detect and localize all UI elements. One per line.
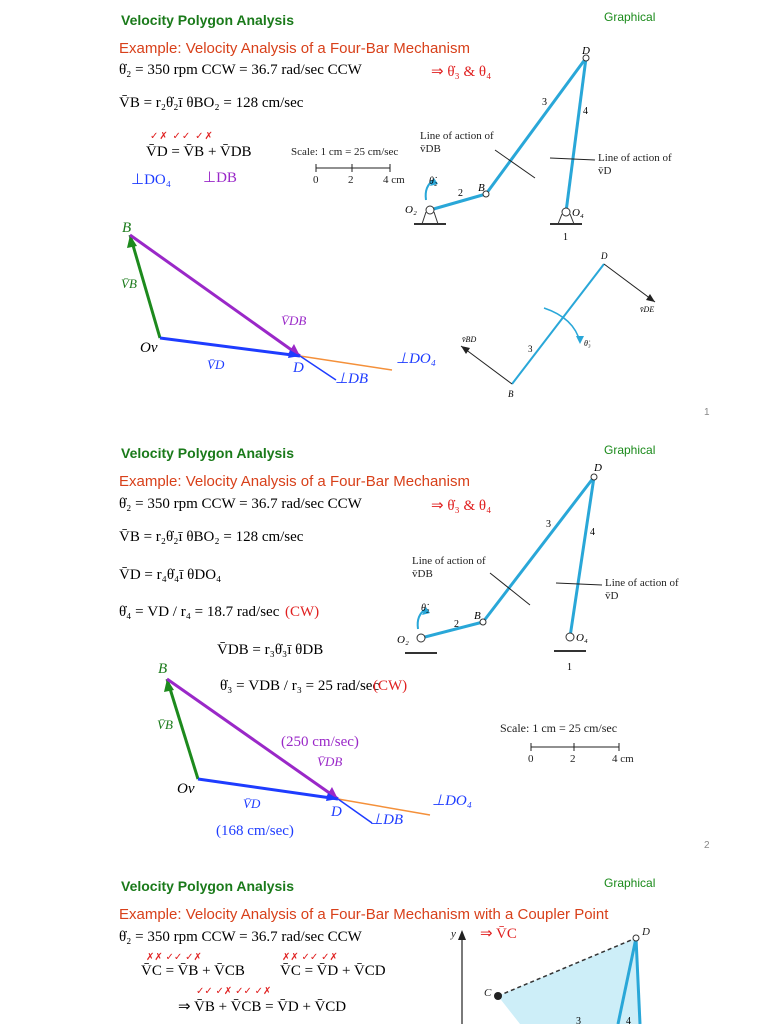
check-marks: ✓✗ ✓✓ ✓✗ — [150, 131, 214, 142]
slide-title: Velocity Polygon Analysis — [121, 445, 294, 461]
svg-text:3: 3 — [546, 519, 551, 530]
point-c — [494, 992, 502, 1000]
equation-theta2: θ̇₂ = 350 rpm CCW = 36.7 rad/sec CCW — [119, 496, 362, 512]
check-marks-c: ✓✓ ✓✗ ✓✓ ✓✗ — [196, 986, 272, 997]
equation-result: ⇒ θ̇₃ & θ₄ — [431, 64, 492, 80]
polygon-label-vb: V̄B — [157, 717, 173, 732]
svg-text:v̄BD: v̄BD — [462, 335, 477, 344]
ground-o4 — [566, 633, 574, 641]
svg-text:2: 2 — [458, 188, 463, 199]
slide-2 — [0, 433, 768, 866]
equation-vc-b: V̄C = V̄B + V̄CB — [141, 963, 245, 979]
polygon-label-vdb: V̄DB — [281, 313, 307, 328]
svg-text:B: B — [474, 610, 481, 622]
svg-text:θ̇₃: θ̇₃ — [584, 339, 591, 348]
equation-theta3: θ̇₃ = VDB / r₃ = 25 rad/sec — [220, 678, 380, 694]
polygon-label-perp-db: ⊥DB — [335, 371, 369, 387]
svg-text:1: 1 — [563, 232, 568, 243]
svg-text:O₄: O₄ — [576, 632, 588, 644]
polygon-label-perp-do4: ⊥DO₄ — [396, 351, 436, 367]
svg-text:θ̇₂: θ̇₂ — [421, 603, 430, 614]
polygon-label-d: D — [293, 360, 304, 376]
ground-o2 — [417, 634, 425, 642]
slide-1 — [0, 0, 768, 433]
polygon-label-b: B — [122, 220, 132, 236]
ground-o2 — [426, 206, 434, 214]
vector-vd — [198, 779, 338, 799]
equation-result: ⇒ V̄C — [480, 926, 517, 942]
polygon-label-vdb-value: (250 cm/sec) — [281, 734, 359, 750]
polygon-label-d: D — [331, 804, 342, 820]
svg-text:B: B — [478, 182, 485, 194]
polygon-label-b: B — [158, 661, 168, 677]
polygon-label-vd: V̄D — [243, 796, 261, 811]
equation-result: ⇒ θ̇₃ & θ₄ — [431, 498, 492, 514]
scale-tick-2: 2 — [348, 174, 354, 186]
slide-tag: Graphical — [604, 10, 656, 24]
scale-tick-2: 2 — [570, 753, 576, 765]
equation-vd: V̄D = r₄θ̇₄ī θDO₄ — [119, 567, 222, 583]
scale-tick-4: 4 cm — [612, 753, 634, 765]
equation-theta2: θ̇₂ = 350 rpm CCW = 36.7 rad/sec CCW — [119, 929, 362, 945]
link-4 — [570, 477, 594, 637]
equation-vb: V̄B = r₂θ̇₂ī θBO₂ = 128 cm/sec — [119, 95, 304, 111]
slide-tag: Graphical — [604, 876, 656, 890]
scale-label: Scale: 1 cm = 25 cm/sec — [291, 146, 399, 158]
svg-text:O₂: O₂ — [405, 204, 417, 216]
equation-vd: V̄D = V̄B + V̄DB — [146, 144, 252, 160]
example-heading: Example: Velocity Analysis of a Four-Bar Mechanism — [119, 473, 470, 490]
polygon-label-vdb: V̄DB — [317, 754, 343, 769]
scale-tick-4: 4 cm — [383, 174, 405, 186]
joint-d — [633, 935, 639, 941]
svg-text:B: B — [508, 389, 514, 399]
polygon-label-vd: V̄D — [207, 357, 225, 372]
check-marks-b: ✗✗ ✓✓ ✓✗ — [282, 952, 338, 963]
equation-vb: V̄B = r₂θ̇₂ī θBO₂ = 128 cm/sec — [119, 529, 304, 545]
link-2 — [421, 622, 483, 638]
scale-tick-0: 0 — [313, 174, 319, 186]
polygon-label-ov: Ov — [140, 340, 158, 356]
perp-db-label: ⊥DB — [203, 170, 237, 186]
example-heading: Example: Velocity Analysis of a Four-Bar Mechanism — [119, 40, 470, 57]
polygon-label-vb: V̄B — [121, 276, 137, 291]
polygon-label-perp-db: ⊥DB — [370, 812, 404, 828]
perp-do4-line — [300, 356, 392, 370]
svg-text:3: 3 — [528, 344, 533, 354]
page-number: 1 — [704, 407, 710, 418]
ground-o4 — [562, 208, 570, 216]
point-c-label: C — [484, 987, 492, 999]
line-of-action-db-label: Line of action of v̄DB — [420, 130, 494, 155]
equation-theta2: θ̇₂ = 350 rpm CCW = 36.7 rad/sec CCW — [119, 62, 362, 78]
scale-label: Scale: 1 cm = 25 cm/sec — [500, 721, 618, 735]
line-of-action-db — [490, 573, 530, 605]
svg-text:O₂: O₂ — [397, 634, 409, 646]
joint-d — [591, 474, 597, 480]
equation-combined: ⇒ V̄B + V̄CB = V̄D + V̄CD — [178, 999, 347, 1015]
velocity-direction-diagram — [461, 251, 655, 399]
vector-vdb — [130, 235, 300, 356]
diagram-canvas — [0, 866, 768, 1024]
perp-do4-label: ⊥DO₄ — [131, 172, 171, 188]
example-heading: Example: Velocity Analysis of a Four-Bar Mechanism with a Coupler Point — [119, 906, 609, 923]
joint-b — [480, 619, 486, 625]
check-marks-a: ✗✗ ✓✓ ✓✗ — [146, 952, 202, 963]
equation-theta3-direction: (CW) — [373, 678, 408, 694]
svg-text:3: 3 — [542, 97, 547, 108]
svg-text:D: D — [582, 45, 590, 57]
svg-text:θ̇₂: θ̇₂ — [429, 176, 438, 187]
equation-theta4: θ̇₄ = VD / r₄ = 18.7 rad/sec — [119, 604, 280, 620]
equation-theta4-direction: (CW) — [285, 604, 320, 620]
scale-tick-0: 0 — [528, 753, 534, 765]
svg-text:v̄DE: v̄DE — [640, 305, 655, 314]
line-of-action-d-label: Line of action of v̄D — [598, 152, 672, 177]
svg-text:3: 3 — [576, 1016, 581, 1024]
equation-vc-d: V̄C = V̄D + V̄CD — [280, 963, 386, 979]
coupler-triangle — [498, 938, 640, 1024]
slide-title: Velocity Polygon Analysis — [121, 878, 294, 894]
svg-text:4: 4 — [590, 527, 595, 538]
diagram-canvas — [0, 0, 768, 433]
diagram-canvas — [0, 433, 768, 866]
slide-3 — [0, 866, 768, 1024]
line-of-action-d-label: Line of action of v̄D — [605, 577, 679, 602]
slide-title: Velocity Polygon Analysis — [121, 12, 294, 28]
svg-text:2: 2 — [454, 619, 459, 630]
slide-tag: Graphical — [604, 443, 656, 457]
svg-text:D: D — [594, 462, 602, 474]
velocity-polygon — [127, 235, 392, 380]
link-3 — [483, 477, 594, 622]
velocity-polygon — [164, 679, 430, 823]
perp-db-line — [300, 356, 336, 380]
svg-text:D: D — [601, 251, 608, 261]
svg-text:1: 1 — [567, 662, 572, 673]
polygon-label-vd-value: (168 cm/sec) — [216, 823, 294, 839]
svg-text:4: 4 — [626, 1016, 631, 1024]
page-number: 2 — [704, 840, 710, 851]
svg-text:O₄: O₄ — [572, 207, 584, 219]
polygon-label-perp-do4: ⊥DO₄ — [432, 793, 472, 809]
point-d-label: D — [642, 926, 650, 938]
y-axis-label: y — [451, 928, 456, 940]
polygon-label-ov: Ov — [177, 781, 195, 797]
svg-text:4: 4 — [583, 106, 588, 117]
equation-vdb: V̄DB = r₃θ̇₃ī θDB — [217, 642, 324, 658]
line-of-action-db-label: Line of action of v̄DB — [412, 555, 486, 580]
